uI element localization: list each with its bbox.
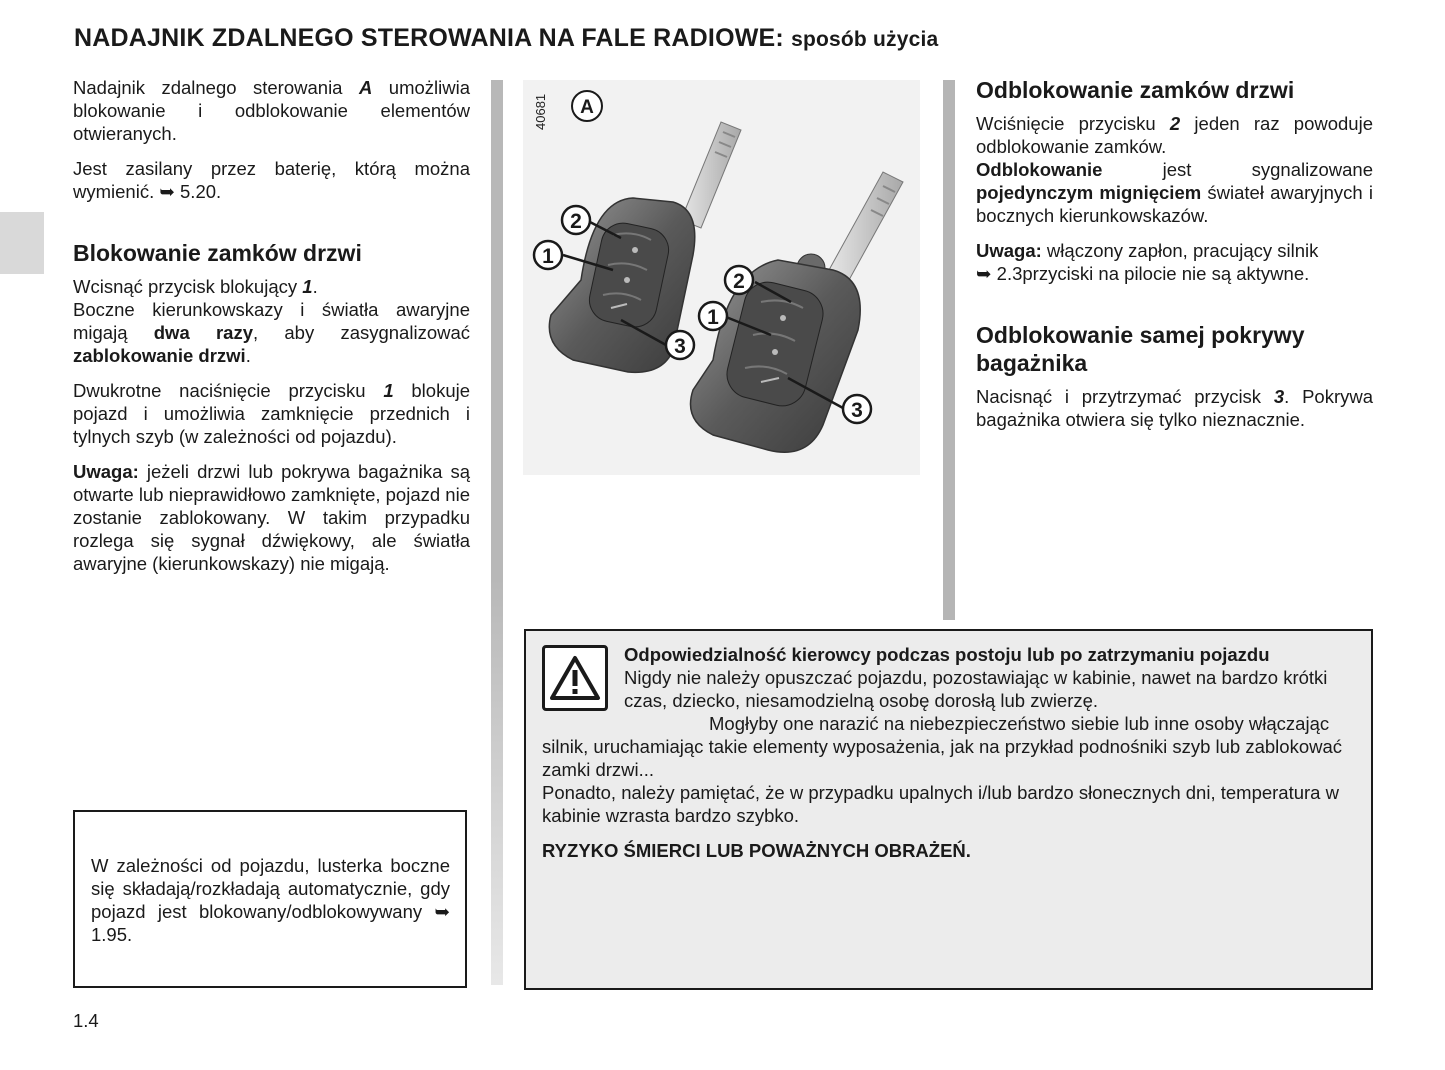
arrow-right-icon: ➥ [159, 181, 175, 202]
ref-link[interactable]: 1.95. [91, 924, 133, 945]
warning-paragraph-1: Nigdy nie należy opuszczać pojazdu, pozostawiając w kabinie, nawet na bardzo krótki czas, dziecko, niesamodzielną osobę dorosłą lub zwierzę. [624, 667, 1328, 711]
lock-note: Uwaga: jeżeli drzwi lub pokrywa bagażnika są otwarte lub nieprawidłowo zamknięte, pojazd nie zostanie zablokowany. W takim przypadku rozlega się sygnał dźwiękowy, ale światła awaryjne (kierunkowskazy) nie migają. [73, 461, 470, 574]
key-fob-illustration [523, 80, 920, 475]
warning-paragraph-2: Mogłyby one narazić na niebezpieczeństwo siebie lub inne osoby włączając silnik, uruchamiając takie elementy wyposażenia, jak na przykład podnośniki szyb lub zablokować zamki drzwi... [542, 713, 1343, 780]
key-a: A [358, 77, 373, 98]
left-column [73, 76, 470, 587]
figure-code: 40681 [533, 93, 548, 130]
lock-heading: Blokowanie zamków drzwi [73, 240, 362, 266]
intro-paragraph-2: Jest zasilany przez baterię, którą można wymienić. ➥ 5.20. [73, 158, 470, 202]
label-a: A [580, 97, 594, 118]
arrow-right-icon: ➥ [434, 901, 450, 922]
warning-title: Odpowiedzialność kierowcy podczas postoju lub po zatrzymaniu pojazdu [624, 644, 1270, 665]
title-main: NADAJNIK ZDALNEGO STEROWANIA NA FALE RADIOWE: [74, 24, 784, 52]
double-press-paragraph: Dwukrotne naciśnięcie przycisku 1 blokuje pojazd i umożliwia zamknięcie przednich i tylnych szyb (w zależności od pojazdu). [73, 380, 471, 447]
unlock-paragraph: Wciśnięcie przycisku 2 jeden raz powoduje odblokowanie zamków. Odblokowanie jest sygnalizowane pojedynczym mignięciem świateł awaryjnych i bocznych kierunkowskazów. [976, 113, 1373, 226]
column-divider-left [491, 80, 503, 985]
intro-paragraph-1: Nadajnik zdalnego sterowania A umożliwia blokowanie i odblokowanie elementów otwieranych. [73, 77, 470, 144]
page-number: 1.4 [73, 1010, 99, 1031]
mirror-note-box [73, 810, 467, 988]
title-subtitle: sposób użycia [791, 28, 939, 51]
callout-1-left: 1 [542, 245, 554, 268]
arrow-right-icon: ➥ [976, 263, 992, 284]
trunk-heading: Odblokowanie samej pokrywy bagażnika [976, 322, 1305, 376]
lock-paragraph: Wcisnąć przycisk blokujący 1. Boczne kierunkowskazy i światła awaryjne migają dwa razy, aby zasygnalizować zablokowanie drzwi. [73, 276, 471, 366]
callout-2-right: 2 [733, 270, 745, 293]
ref-link[interactable]: 5.20. [180, 181, 222, 202]
unlock-heading: Odblokowanie zamków drzwi [976, 77, 1295, 103]
column-divider-right [943, 80, 955, 620]
warning-paragraph-3: Ponadto, należy pamiętać, że w przypadku upalnych i/lub bardzo słonecznych dni, temperatura w kabinie wzrasta bardzo szybko. [542, 782, 1339, 826]
unlock-note: Uwaga: włączony zapłon, pracujący silnik ➥ 2.3przyciski na pilocie nie są aktywne. [976, 240, 1319, 284]
callout-2-left: 2 [570, 210, 582, 233]
ref-link[interactable]: 2.3przyciski na pilocie nie są aktywne. [996, 263, 1310, 284]
right-column [976, 76, 1373, 443]
callout-3-left: 3 [674, 335, 686, 358]
warning-box [524, 629, 1373, 990]
trunk-paragraph: Nacisnąć i przytrzymać przycisk 3. Pokrywa bagażnika otwiera się tylko nieznacznie. [976, 386, 1374, 430]
callout-3-right: 3 [851, 399, 863, 422]
chapter-tab-marker [0, 212, 44, 274]
warning-risk: RYZYKO ŚMIERCI LUB POWAŻNYCH OBRAŻEŃ. [542, 840, 971, 861]
callout-1-right: 1 [707, 306, 719, 329]
page-title [74, 24, 938, 53]
warning-triangle-icon [542, 645, 608, 711]
key-fob-figure [523, 80, 920, 475]
mirror-note-text: W zależności od pojazdu, lusterka boczne się składają/rozkładają automatycznie, gdy pojazd jest blokowany/odblokowywany [91, 855, 450, 922]
